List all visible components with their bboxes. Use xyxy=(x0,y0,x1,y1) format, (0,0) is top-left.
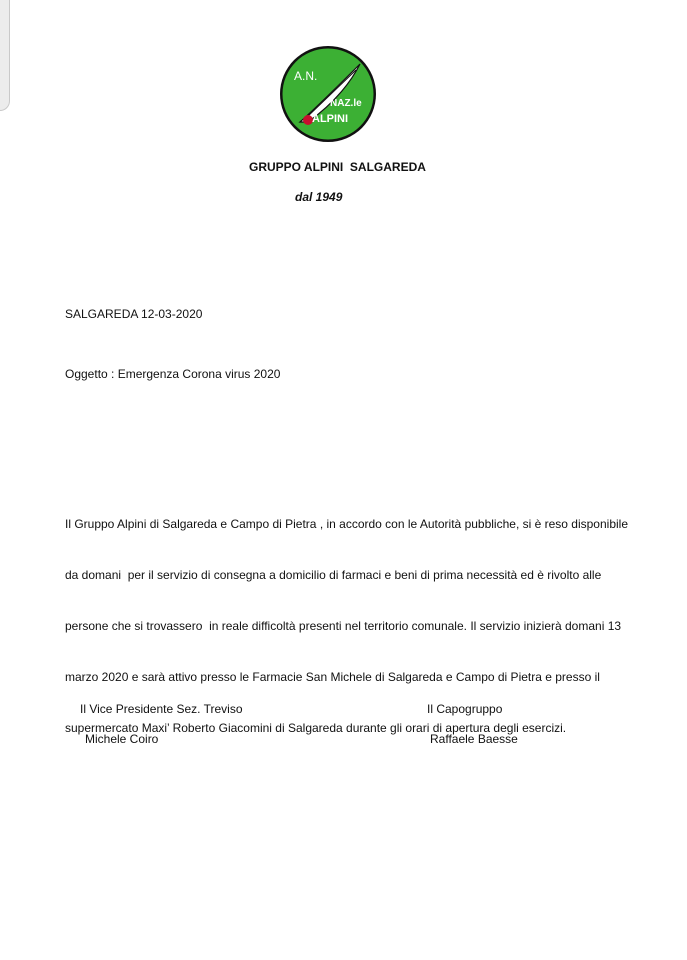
letter-subject: Oggetto : Emergenza Corona virus 2020 xyxy=(65,367,281,381)
group-founded: dal 1949 xyxy=(295,190,343,204)
logo-text-bottom: ALPINI xyxy=(312,113,349,125)
right-signatory-role: Il Capogruppo xyxy=(427,702,503,716)
alpini-logo xyxy=(278,44,378,144)
logo-text-middle: NAZ.le xyxy=(330,98,362,109)
body-line: supermercato Maxi’ Roberto Giacomini di Salgareda durante gli orari di apertura degli esercizi. xyxy=(65,721,567,735)
previous-page-edge xyxy=(0,0,10,111)
body-line: marzo 2020 e sarà attivo presso le Farmacie San Michele di Salgareda e Campo di Pietra e presso il xyxy=(65,670,600,684)
body-line: Il Gruppo Alpini di Salgareda e Campo di Pietra , in accordo con le Autorità pubbliche, si è reso disponibile xyxy=(65,517,628,531)
body-line: da domani per il servizio di consegna a domicilio di farmaci e beni di prima necessità ed è rivolto alle xyxy=(65,568,602,582)
group-title: GRUPPO ALPINI SALGAREDA xyxy=(249,160,426,174)
left-signatory-role: Il Vice Presidente Sez. Treviso xyxy=(80,702,243,716)
place-and-date: SALGAREDA 12-03-2020 xyxy=(65,307,203,321)
body-line: persone che si trovassero in reale difficoltà presenti nel territorio comunale. Il servizio inizierà domani 13 xyxy=(65,619,622,633)
right-signatory-name: Raffaele Baesse xyxy=(430,732,518,746)
left-signatory-name: Michele Coiro xyxy=(85,732,159,746)
logo-text-top: A.N. xyxy=(294,69,318,83)
